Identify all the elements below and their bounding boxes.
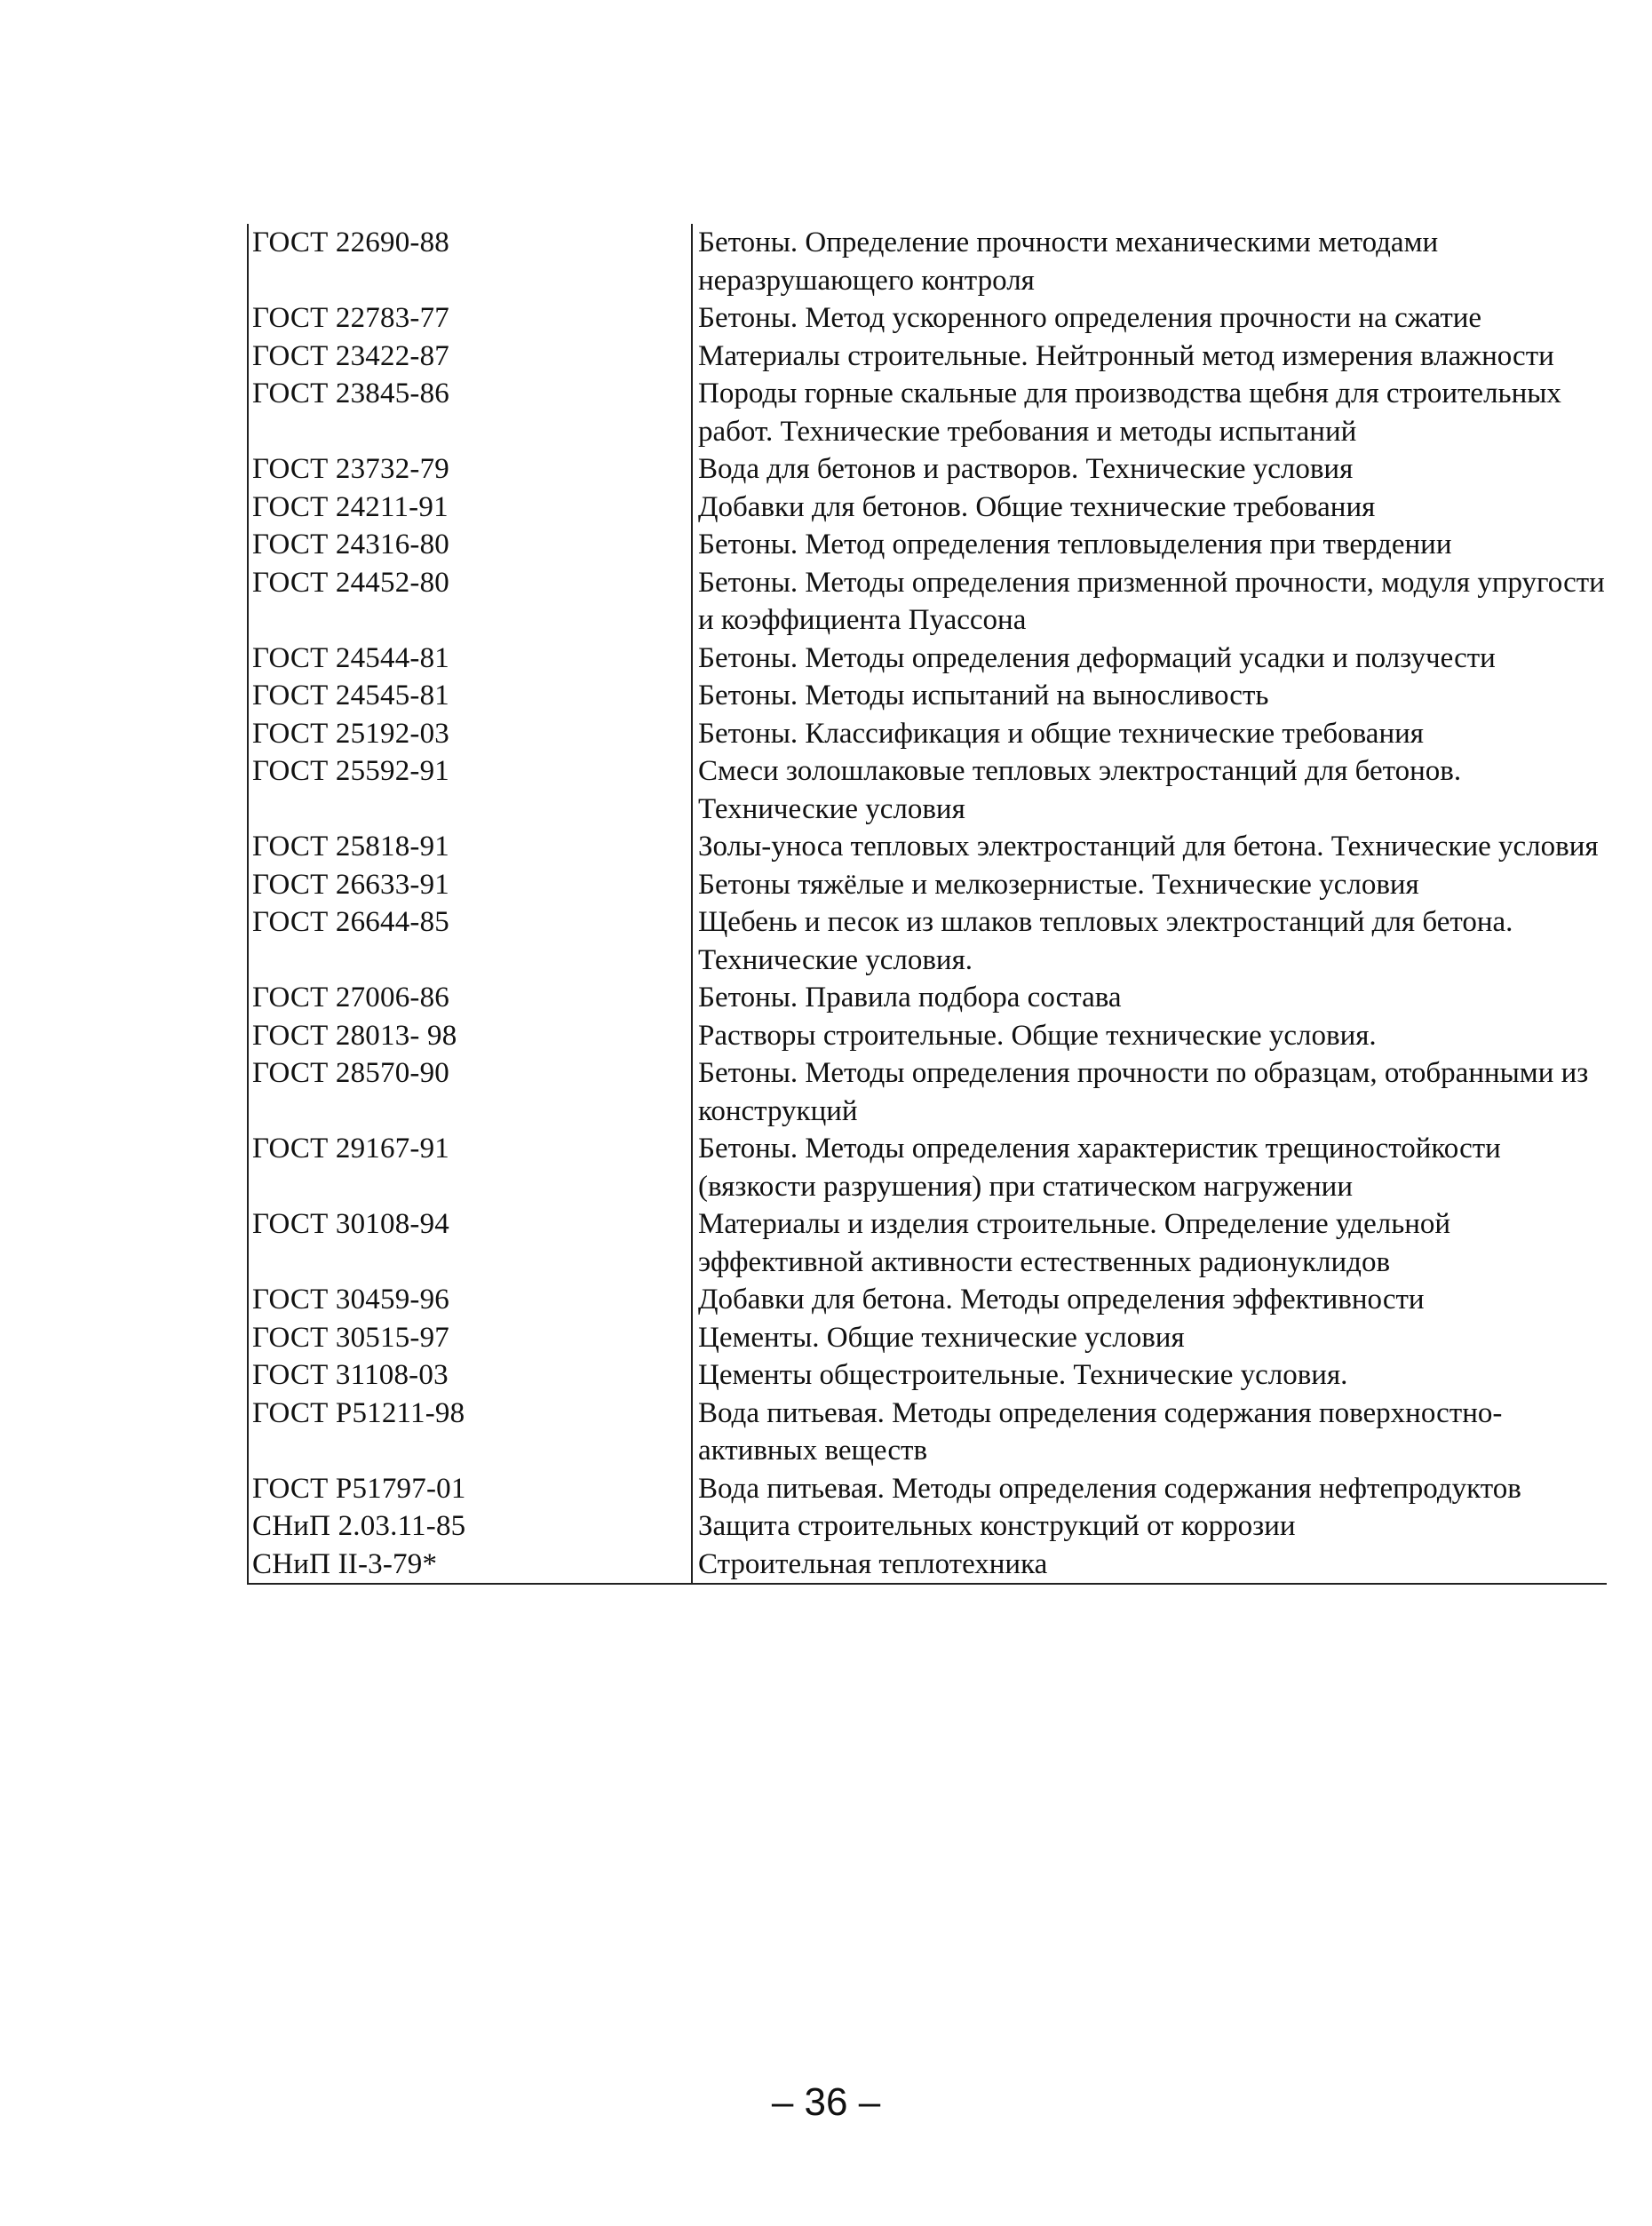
standard-code: ГОСТ Р51211-98 (248, 1395, 692, 1470)
standard-code: ГОСТ 29167-91 (248, 1130, 692, 1205)
standard-title: Бетоны. Классификация и общие технические требования (692, 715, 1607, 753)
table-row (248, 752, 1607, 828)
standard-title: Вода питьевая. Методы определения содержания нефтепродуктов (692, 1470, 1607, 1508)
standard-code: ГОСТ 23732-79 (248, 450, 692, 489)
standard-title: Материалы и изделия строительные. Определение удельной эффективной активности естественных радионуклидов (692, 1205, 1607, 1281)
table-row (248, 564, 1607, 640)
standard-title: Бетоны. Методы испытаний на выносливость (692, 677, 1607, 715)
standard-code: ГОСТ 24211-91 (248, 489, 692, 527)
table-row (248, 640, 1607, 678)
standard-code: СНиП 2.03.11-85 (248, 1507, 692, 1546)
table-row (248, 375, 1607, 450)
standard-title: Добавки для бетона. Методы определения эффективности (692, 1281, 1607, 1319)
normative-references-table (247, 224, 1607, 1585)
standard-code: ГОСТ 22783-77 (248, 299, 692, 338)
standard-title: Бетоны. Метод определения тепловыделения при твердении (692, 526, 1607, 564)
page-number: – 36 – (771, 2080, 881, 2124)
standard-title: Смеси золошлаковые тепловых электростанций для бетонов. Технические условия (692, 752, 1607, 828)
standard-title: Бетоны. Определение прочности механическими методами неразрушающего контроля (692, 224, 1607, 299)
standard-title: Защита строительных конструкций от коррозии (692, 1507, 1607, 1546)
standard-code: ГОСТ 26633-91 (248, 866, 692, 904)
table-row (248, 1319, 1607, 1357)
table-row (248, 526, 1607, 564)
table-row (248, 1546, 1607, 1585)
standard-code: ГОСТ 26644-85 (248, 903, 692, 979)
table-row (248, 224, 1607, 299)
table-row (248, 1130, 1607, 1205)
table-row (248, 979, 1607, 1017)
standard-title: Золы-уноса тепловых электростанций для бетона. Технические условия (692, 828, 1607, 866)
standard-code: ГОСТ 30459-96 (248, 1281, 692, 1319)
standard-title: Цементы. Общие технические условия (692, 1319, 1607, 1357)
standard-code: ГОСТ 28013- 98 (248, 1017, 692, 1055)
table-row (248, 1356, 1607, 1395)
standard-code: ГОСТ 31108-03 (248, 1356, 692, 1395)
standard-code: ГОСТ 22690-88 (248, 224, 692, 299)
standard-code: ГОСТ 25818-91 (248, 828, 692, 866)
table-row (248, 866, 1607, 904)
table-row (248, 299, 1607, 338)
standard-title: Строительная теплотехника (692, 1546, 1607, 1585)
table-row (248, 1017, 1607, 1055)
standard-title: Вода питьевая. Методы определения содержания поверхностно-активных веществ (692, 1395, 1607, 1470)
standard-title: Материалы строительные. Нейтронный метод измерения влажности (692, 338, 1607, 376)
standard-title: Бетоны. Методы определения прочности по образцам, отобранными из конструкций (692, 1054, 1607, 1130)
standard-code: ГОСТ 25192-03 (248, 715, 692, 753)
table-row (248, 677, 1607, 715)
standard-title: Добавки для бетонов. Общие технические требования (692, 489, 1607, 527)
standard-code: ГОСТ 30108-94 (248, 1205, 692, 1281)
standard-title: Бетоны. Методы определения характеристик трещиностойкости (вязкости разрушения) при статическом нагружении (692, 1130, 1607, 1205)
standard-code: ГОСТ Р51797-01 (248, 1470, 692, 1508)
standard-title: Растворы строительные. Общие технические условия. (692, 1017, 1607, 1055)
standard-title: Бетоны. Методы определения деформаций усадки и ползучести (692, 640, 1607, 678)
table-row (248, 903, 1607, 979)
table-row (248, 450, 1607, 489)
table-row (248, 1470, 1607, 1508)
standard-title: Бетоны. Методы определения призменной прочности, модуля упругости и коэффициента Пуассона (692, 564, 1607, 640)
references-table-container (247, 224, 1606, 1585)
table-row (248, 1395, 1607, 1470)
standard-title: Бетоны тяжёлые и мелкозернистые. Технические условия (692, 866, 1607, 904)
standard-code: ГОСТ 24545-81 (248, 677, 692, 715)
standard-code: ГОСТ 25592-91 (248, 752, 692, 828)
standard-code: ГОСТ 28570-90 (248, 1054, 692, 1130)
standard-code: ГОСТ 23845-86 (248, 375, 692, 450)
table-row (248, 1507, 1607, 1546)
standard-code: ГОСТ 24316-80 (248, 526, 692, 564)
table-row (248, 1205, 1607, 1281)
standard-code: ГОСТ 24544-81 (248, 640, 692, 678)
standard-title: Бетоны. Метод ускоренного определения прочности на сжатие (692, 299, 1607, 338)
standard-title: Цементы общестроительные. Технические условия. (692, 1356, 1607, 1395)
table-row (248, 338, 1607, 376)
standard-title: Вода для бетонов и растворов. Технические условия (692, 450, 1607, 489)
standard-code: ГОСТ 23422-87 (248, 338, 692, 376)
table-row (248, 489, 1607, 527)
standard-code: ГОСТ 27006-86 (248, 979, 692, 1017)
table-row (248, 1281, 1607, 1319)
standard-title: Породы горные скальные для производства щебня для строительных работ. Технические требования и методы испытаний (692, 375, 1607, 450)
standard-code: ГОСТ 24452-80 (248, 564, 692, 640)
standard-title: Щебень и песок из шлаков тепловых электростанций для бетона. Технические условия. (692, 903, 1607, 979)
table-row (248, 1054, 1607, 1130)
standard-code: ГОСТ 30515-97 (248, 1319, 692, 1357)
standard-title: Бетоны. Правила подбора состава (692, 979, 1607, 1017)
table-row (248, 715, 1607, 753)
table-row (248, 828, 1607, 866)
standard-code: СНиП II-3-79* (248, 1546, 692, 1585)
